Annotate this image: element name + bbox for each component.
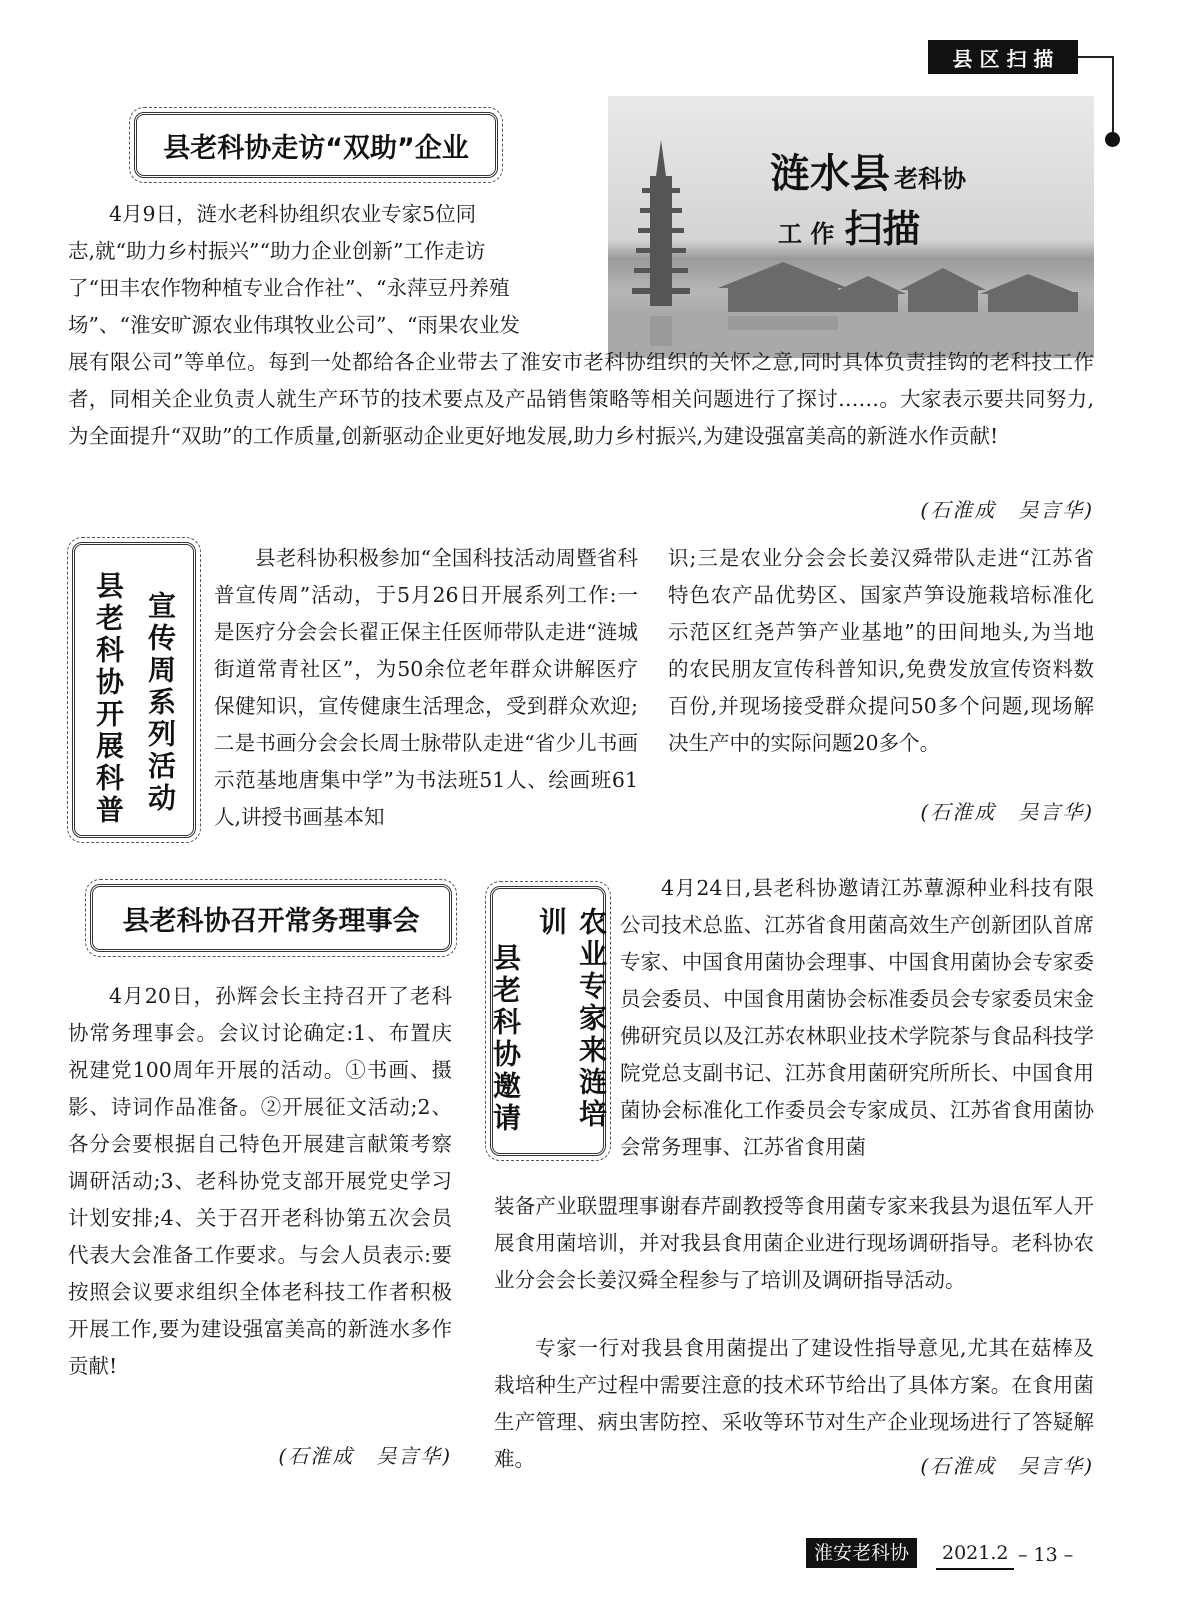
article2-title-box <box>72 542 196 838</box>
article4-title-box <box>490 886 606 1156</box>
article1-line-2: 志,就“助力乡村振兴”“助力企业创新”工作走访 <box>68 239 486 263</box>
article3-signature: (石淮成 吴言华) <box>278 1444 452 1468</box>
hero-title-small: 老科协 <box>894 165 966 193</box>
section-label: 县 区 扫 描 <box>928 40 1078 74</box>
footer-magazine-name: 淮安老科协 <box>806 1538 917 1568</box>
hero-title-big: 涟水县 <box>770 151 890 197</box>
header-rule-vertical <box>1112 56 1114 136</box>
article4-body-p2: 专家一行对我县食用菌提出了建设性指导意见,尤其在菇棒及栽培种生产过程中需要注意的技术环节给出了具体方案。在食用菌生产管理、病虫害防控、采收等环节对生产企业现场进行了答疑解难。 <box>494 1336 1094 1471</box>
article1-line-4: 场”、“淮安旷源农业伟琪牧业公司”、“雨果农业发 <box>68 313 520 337</box>
footer-issue: 2021.2 <box>936 1538 1014 1570</box>
article2-body-right: 识;三是农业分会会长姜汉舜带队走进“江苏省特色农产品优势区、国家芦笋设施栽培标准化示范区红尧芦笋产业基地”的田间地头,为当地的农民朋友宣传科普知识,免费发放宣传资料数百份,并现场接受群众提问50多个问题,现场解决生产中的实际问题20多个。 <box>668 546 1094 755</box>
article1-body-wide: 展有限公司”等单位。每到一处都给各企业带去了淮安市老科协组织的关怀之意,同时具体负责挂钩的老科技工作者，同相关企业负责人就生产环节的技术要点及产品销售策略等相关问题进行了探讨……。大家表示要共同努力,为全面提升“双助”的工作质量,创新驱动企业更好地发展,助力乡村振兴,为建设强富美高的新涟水作贡献! <box>68 350 1094 448</box>
article1-body-narrow <box>68 196 600 344</box>
article3-title: 县老科协召开常务理事会 <box>90 884 452 952</box>
article1-signature: (石淮成 吴言华) <box>920 498 1094 522</box>
article1-title: 县老科协走访“双助”企业 <box>134 112 498 178</box>
article1-line-1: 4月9日，涟水老科协组织农业专家5位同 <box>109 202 477 226</box>
footer-page-number: – 13 – <box>1018 1544 1074 1566</box>
hero-subtitle-small: 工 作 <box>778 220 835 248</box>
article4-body-bottom: 装备产业联盟理事谢春芹副教授等食用菌专家来我县为退伍军人开展食用菌培训，并对我县食用菌企业进行现场调研指导。老科协农业分会会长姜汉舜全程参与了培训及调研指导活动。 <box>494 1194 1094 1292</box>
article4-title-line1: 农业专家来涟培训 <box>535 907 608 1131</box>
article4-body-top: 4月24日,县老科协邀请江苏蕈源种业科技有限公司技术总监、江苏省食用菌高效生产创新团队首席专家、中国食用菌协会理事、中国食用菌协会专家委员会委员、中国食用菌协会标准委员会专家委员宋金佛研究员以及江苏农林职业技术学院茶与食品科技学院党总支副书记、江苏食用菌研究所所长、中国食用菌协会标准化工作委员会专家成员、江苏省食用菌协会常务理事、江苏省食用菌 <box>620 876 1094 1159</box>
article2-signature: (石淮成 吴言华) <box>920 800 1094 824</box>
article2-title-line1: 宣传周系列活动 <box>144 591 177 815</box>
article2-body-left: 县老科协积极参加“全国科技活动周暨省科普宣传周”活动，于5月26日开展系列工作:一是医疗分会会长翟正保主任医师带队走进“涟城街道常青社区”，为50余位老年群众讲解医疗保健知识，宣传健康生活理念，受到群众欢迎;二是书画分会会长周士脉带队走进“省少儿书画示范基地唐集中学”为书法班51人、绘画班61人,讲授书画基本知 <box>214 546 638 829</box>
article4-title-line2: 县老科协邀请 <box>489 943 522 1135</box>
header-rule <box>1078 56 1114 58</box>
article2-title-line2: 县老科协开展科普 <box>92 571 125 827</box>
hero-subtitle-big: 扫描 <box>844 207 921 251</box>
article3-body: 4月20日，孙辉会长主持召开了老科协常务理事会。会议讨论确定:1、布置庆祝建党100周年开展的活动。①书画、摄影、诗词作品准备。②开展征文活动;2、各分会要根据自己特色开展建言献策考察调研活动;3、老科协党支部开展党史学习计划安排;4、关于召开老科协第五次会员代表大会准备工作要求。与会人员表示:要按照会议要求组织全体老科技工作者积极开展工作,要为建设强富美高的新涟水多作贡献! <box>68 984 452 1378</box>
article4-signature: (石淮成 吴言华) <box>920 1454 1094 1478</box>
header-dot-icon <box>1105 132 1120 147</box>
article1-line-3: 了“田丰农作物种植专业合作社”、“永萍豆丹养殖 <box>68 276 510 300</box>
